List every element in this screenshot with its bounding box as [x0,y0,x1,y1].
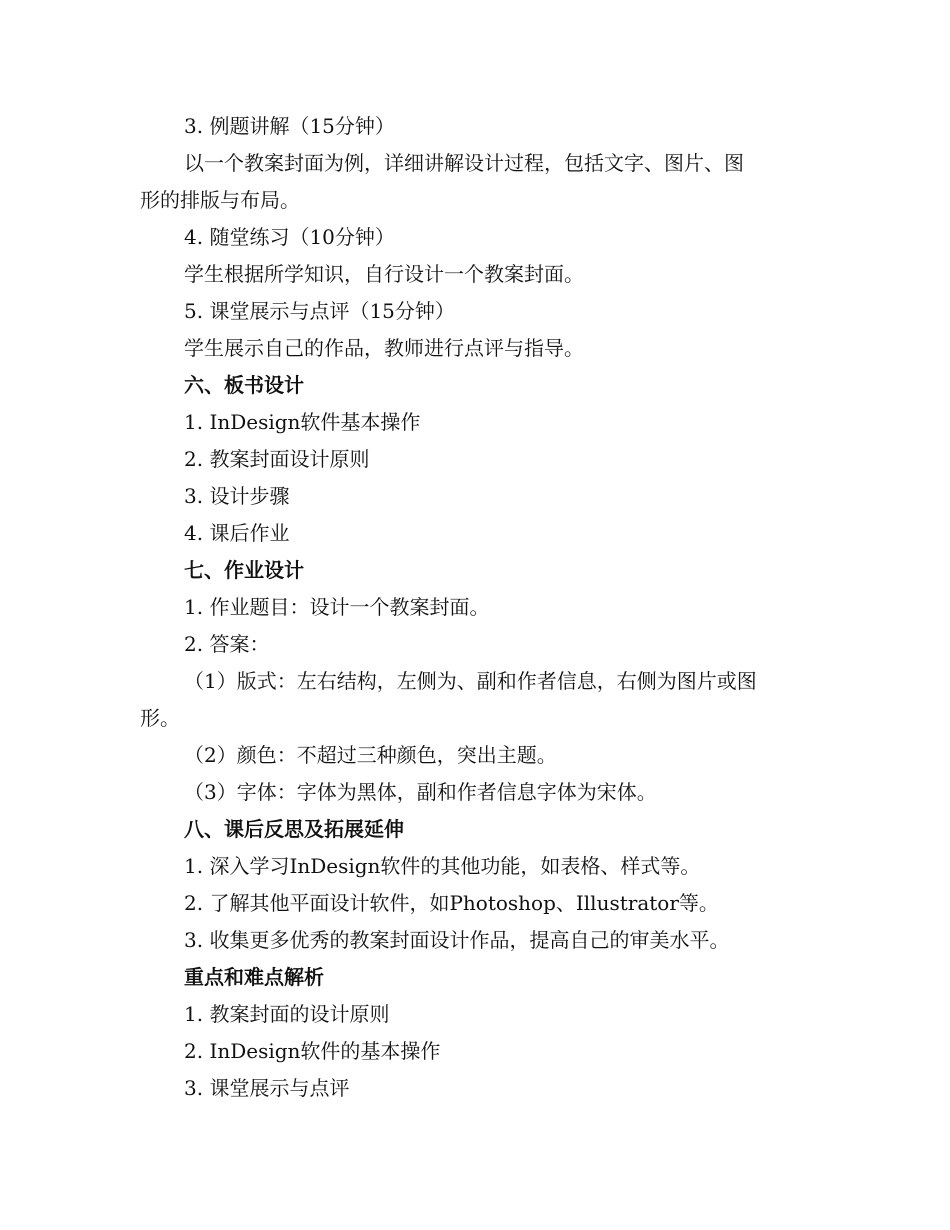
list-item: 2. 教案封面设计原则 [184,447,370,471]
paragraph-text: 学生展示自己的作品，教师进行点评与指导。 [184,336,584,360]
list-item: 1. 深入学习InDesign软件的其他功能，如表格、样式等。 [184,854,701,878]
list-item: 2. InDesign软件的基本操作 [184,1039,441,1063]
list-item: 3. 设计步骤 [184,484,290,508]
section-heading: 八、课后反思及拓展延伸 [184,817,404,841]
paragraph-text: 形的排版与布局。 [140,188,300,212]
paragraph-text: 以一个教案封面为例，详细讲解设计过程，包括文字、图片、图 [184,151,744,175]
list-item: 2. 了解其他平面设计软件，如Photoshop、Illustrator等。 [184,891,719,915]
list-item: 1. 作业题目：设计一个教案封面。 [184,595,490,619]
section-heading: 六、板书设计 [184,373,304,397]
list-item: 3. 课堂展示与点评 [184,1076,350,1100]
list-item: 4. 课后作业 [184,521,290,545]
list-item: 4. 随堂练习（10分钟） [184,225,395,249]
section-heading: 重点和难点解析 [184,965,324,989]
list-item: 5. 课堂展示与点评（15分钟） [184,299,455,323]
paragraph-text: （2）颜色：不超过三种颜色，突出主题。 [184,743,557,767]
list-item: 3. 收集更多优秀的教案封面设计作品，提高自己的审美水平。 [184,928,730,952]
list-item: 2. 答案： [184,632,270,656]
list-item: 1. InDesign软件基本操作 [184,410,421,434]
paragraph-text: 形。 [140,706,180,730]
paragraph-text: 学生根据所学知识，自行设计一个教案封面。 [184,262,584,286]
section-heading: 七、作业设计 [184,558,304,582]
list-item: 3. 例题讲解（15分钟） [184,114,395,138]
paragraph-text: （1）版式：左右结构，左侧为、副和作者信息，右侧为图片或图 [184,669,757,693]
list-item: 1. 教案封面的设计原则 [184,1002,390,1026]
paragraph-text: （3）字体：字体为黑体，副和作者信息字体为宋体。 [184,780,657,804]
